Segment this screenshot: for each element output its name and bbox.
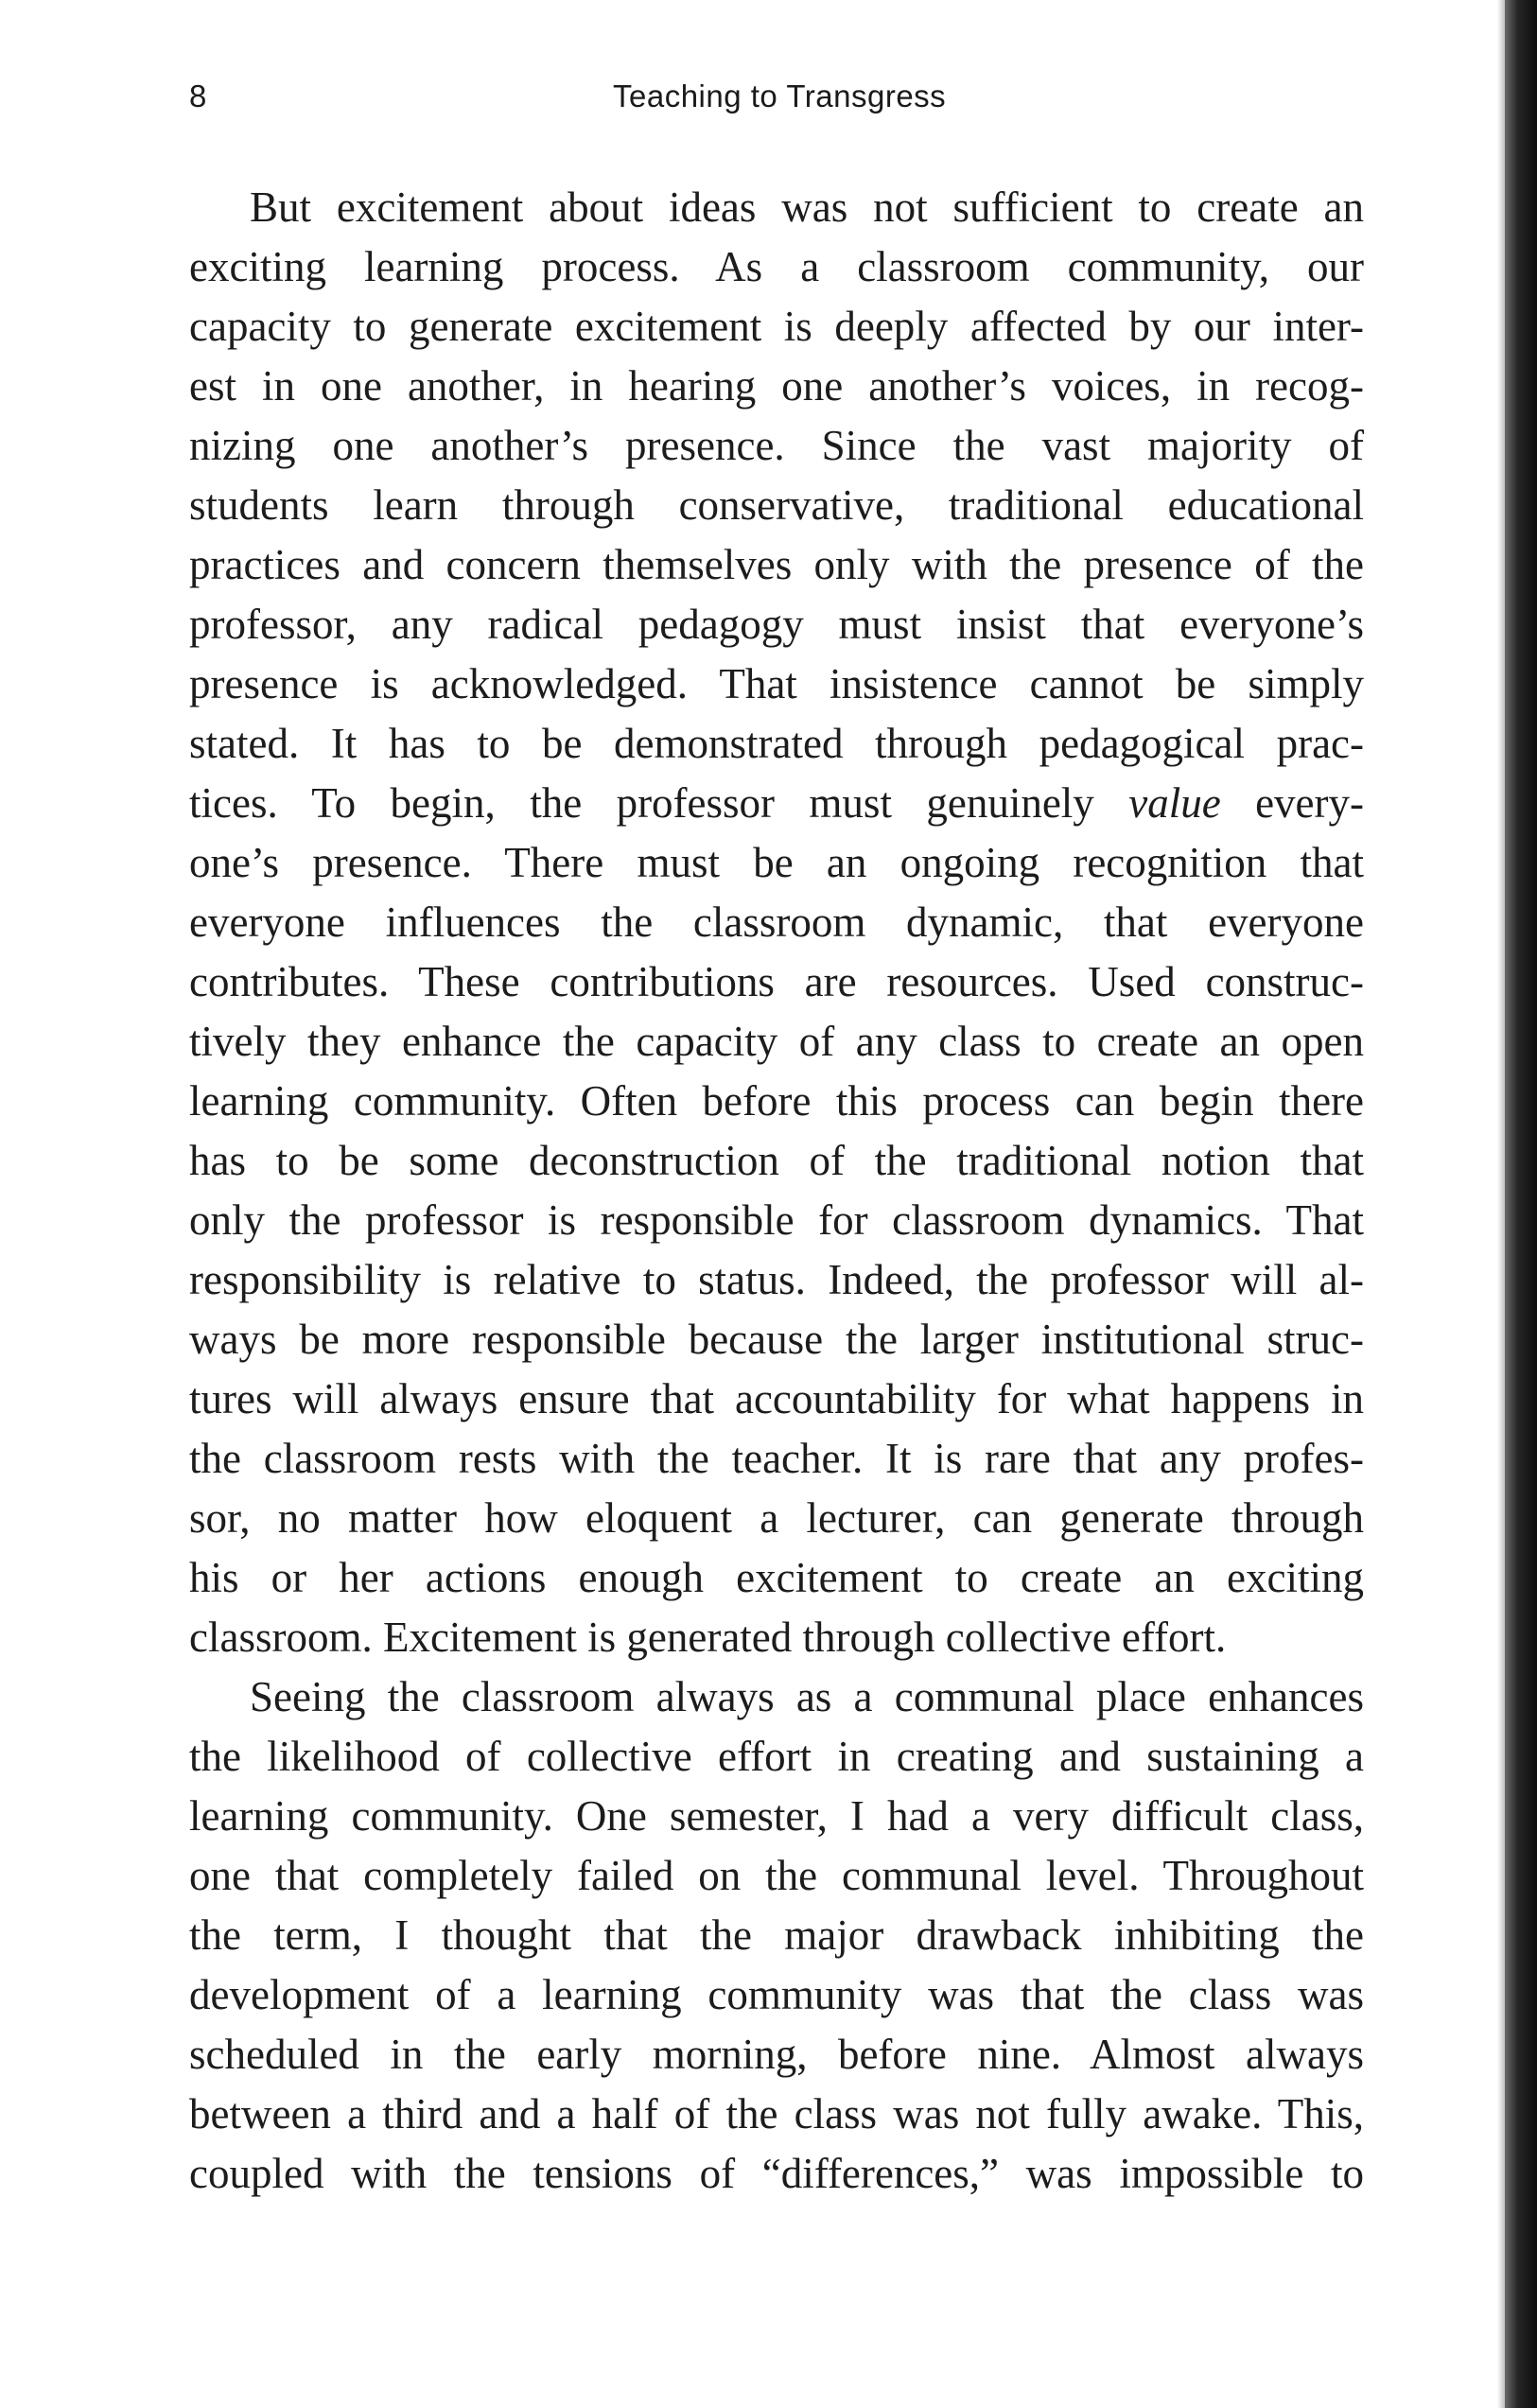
text-line: the term, I thought that the major drawback inhibiting the: [189, 1911, 1364, 1959]
body-text: [189, 178, 1364, 2204]
text-line: contributes. These contributions are resources. Used construc-: [189, 958, 1364, 1005]
text-segment: every-: [1220, 779, 1364, 827]
text-line: coupled with the tensions of “differences,” was impossible to: [189, 2150, 1364, 2197]
text-line: one that completely failed on the communal level. Throughout: [189, 1852, 1364, 1899]
text-line: sor, no matter how eloquent a lecturer, can generate through: [189, 1494, 1364, 1542]
text-line: has to be some deconstruction of the traditional notion that: [189, 1137, 1364, 1184]
text-line: classroom. Excitement is generated through collective effort.: [189, 1614, 1227, 1661]
text-line: learning community. One semester, I had a very difficult class,: [189, 1792, 1364, 1840]
scan-edge-shadow: [1497, 0, 1505, 2408]
text-line: scheduled in the early morning, before nine. Almost always: [189, 2031, 1364, 2078]
text-segment: tices. To begin, the professor must genuinely: [189, 779, 1129, 827]
text-line: est in one another, in hearing one another’s voices, in recog-: [189, 362, 1364, 410]
text-line: practices and concern themselves only with the presence of the: [189, 541, 1364, 588]
text-line: development of a learning community was that the class was: [189, 1971, 1364, 2018]
text-line: responsibility is relative to status. Indeed, the professor will al-: [189, 1256, 1364, 1303]
text-line: Seeing the classroom always as a communal place enhances: [250, 1673, 1364, 1720]
text-line: the classroom rests with the teacher. It is rare that any profes-: [189, 1435, 1364, 1482]
text-line: only the professor is responsible for classroom dynamics. That: [189, 1196, 1364, 1244]
text-line: everyone influences the classroom dynamic, that everyone: [189, 899, 1364, 946]
scan-edge: [1505, 0, 1537, 2408]
text-line: exciting learning process. As a classroom community, our: [189, 243, 1364, 290]
text-line: students learn through conservative, traditional educational: [189, 481, 1364, 529]
text-line: tively they enhance the capacity of any class to create an open: [189, 1018, 1364, 1065]
text-line: nizing one another’s presence. Since the vast majority of: [189, 422, 1364, 469]
text-line: learning community. Often before this process can begin there: [189, 1077, 1364, 1125]
text-line: But excitement about ideas was not sufficient to create an: [250, 183, 1364, 231]
text-line: stated. It has to be demonstrated through pedagogical prac-: [189, 720, 1364, 767]
text-line: professor, any radical pedagogy must insist that everyone’s: [189, 601, 1364, 648]
italic-word: value: [1128, 779, 1221, 827]
text-line: one’s presence. There must be an ongoing recognition that: [189, 839, 1364, 886]
page-number: 8: [189, 79, 207, 113]
text-line: the likelihood of collective effort in creating and sustaining a: [189, 1733, 1364, 1780]
text-line: between a third and a half of the class was not fully awake. This,: [189, 2090, 1364, 2138]
text-line: [189, 774, 1364, 833]
text-line: ways be more responsible because the larger institutional struc-: [189, 1316, 1364, 1363]
text-line: presence is acknowledged. That insistence cannot be simply: [189, 660, 1364, 707]
text-line: capacity to generate excitement is deeply affected by our inter-: [189, 303, 1364, 350]
running-head: Teaching to Transgress: [613, 79, 947, 113]
text-line: tures will always ensure that accountability for what happens in: [189, 1375, 1364, 1422]
text-line: his or her actions enough excitement to create an exciting: [189, 1554, 1364, 1601]
